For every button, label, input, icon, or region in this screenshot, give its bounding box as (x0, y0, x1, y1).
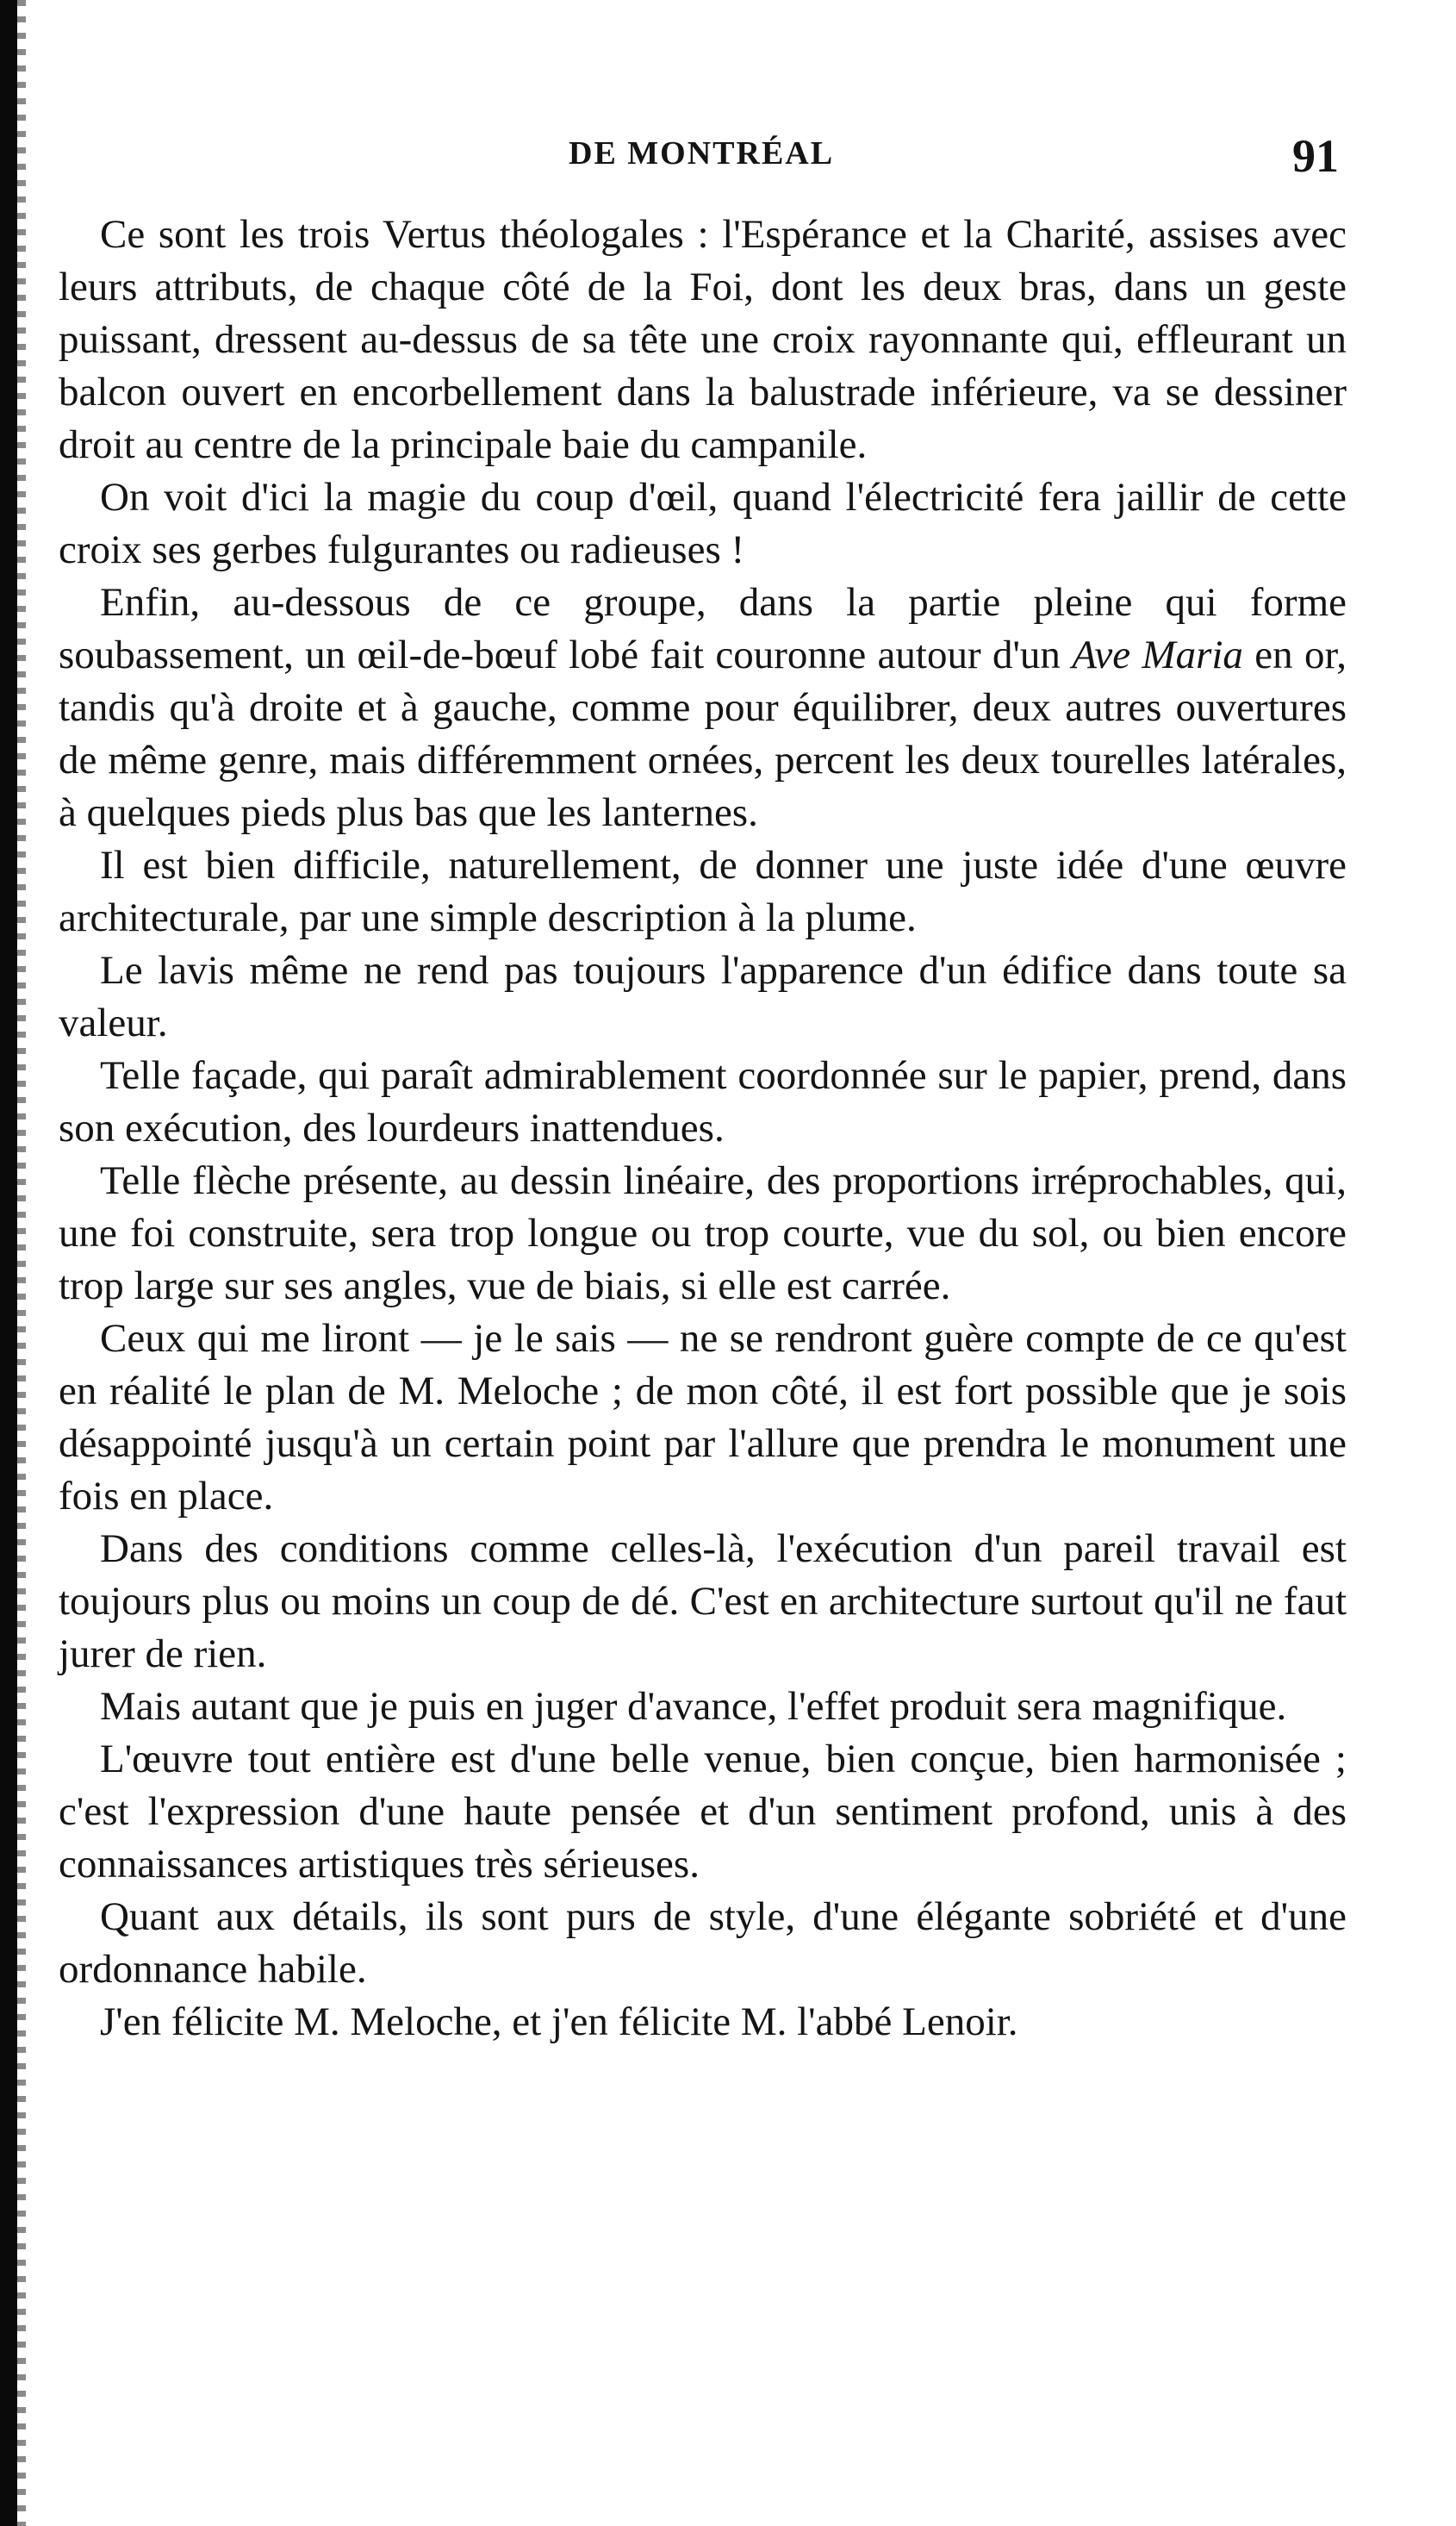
page-body (59, 209, 1347, 2049)
paragraph-facade: Telle façade, qui paraît admirablement coordonnée sur le papier, prend, dans son exécution, des lourdeurs inattendues. (59, 1053, 1347, 1151)
paragraph-readers: Ceux qui me liront — je le sais — ne se rendront guère compte de ce qu'est en réalité le plan de M. Meloche ; de mon côté, il est fort possible que je sois désappointé jusqu'à un certain point par l'allure que prendra le monument une fois en place. (59, 1316, 1347, 1519)
running-title: DE MONTRÉAL (569, 135, 835, 172)
paragraph-conditions: Dans des conditions comme celles-là, l'exécution d'un pareil travail est toujours plus ou moins un coup de dé. C'est en architecture surtout qu'il ne faut jurer de rien. (59, 1526, 1347, 1676)
paragraph-oeil-de-boeuf (59, 577, 1347, 839)
paragraph-lavis: Le lavis même ne rend pas toujours l'apparence d'un édifice dans toute sa valeur. (59, 948, 1347, 1045)
paragraph-fleche: Telle flèche présente, au dessin linéaire, des proportions irréprochables, qui, une foi construite, sera trop longue ou trop courte, vue du sol, ou bien encore trop large sur ses angles, vue de biais, si elle est carrée. (59, 1158, 1347, 1308)
paragraph-oeil-de-boeuf-lead: Enfin, au-dessous de ce groupe, dans la partie pleine qui forme soubassement, un œil-de-bœuf lobé fait couronne autour d'un (59, 580, 1347, 677)
paragraph-felicitations: J'en félicite M. Meloche, et j'en félicite M. l'abbé Lenoir. (100, 1999, 1018, 2044)
paragraph-oeuvre: L'œuvre tout entière est d'une belle venue, bien conçue, bien harmonisée ; c'est l'expression d'une haute pensée et d'un sentiment profond, unis à des connaissances artistiques très sérieuses. (59, 1737, 1347, 1887)
paragraph-details: Quant aux détails, ils sont purs de style, d'une élégante sobriété et d'une ordonnance habile. (59, 1894, 1347, 1992)
paragraph-oeil-de-boeuf-rest: en or, tandis qu'à droite et à gauche, comme pour équilibrer, deux autres ouvertures de même genre, mais différemment ornées, percent les deux tourelles latérales, à quelques pieds plus bas que les lanternes. (59, 633, 1347, 835)
ave-maria-italic: Ave Maria (1072, 633, 1243, 677)
paragraph-effect: Mais autant que je puis en juger d'avance, l'effet produit sera magnifique. (100, 1684, 1287, 1729)
page-binding-edge (0, 0, 17, 2526)
running-header (0, 129, 1456, 181)
page-number: 91 (1292, 130, 1339, 182)
paragraph-electric-cross: On voit d'ici la magie du coup d'œil, quand l'électricité fera jaillir de cette croix ses gerbes fulgurantes ou radieuses ! (59, 475, 1347, 572)
paragraph-difficult-description: Il est bien difficile, naturellement, de donner une juste idée d'une œuvre architecturale, par une simple description à la plume. (59, 843, 1347, 940)
paragraph-theological-virtues: Ce sont les trois Vertus théologales : l'Espérance et la Charité, assises avec leurs attributs, de chaque côté de la Foi, dont les deux bras, dans un geste puissant, dressent au-dessus de sa tête une croix rayonnante qui, effleurant un balcon ouvert en encorbellement dans la balustrade inférieure, va se dessiner droit au centre de la principale baie du campanile. (59, 212, 1347, 467)
page-binding-shadow (17, 0, 26, 2526)
